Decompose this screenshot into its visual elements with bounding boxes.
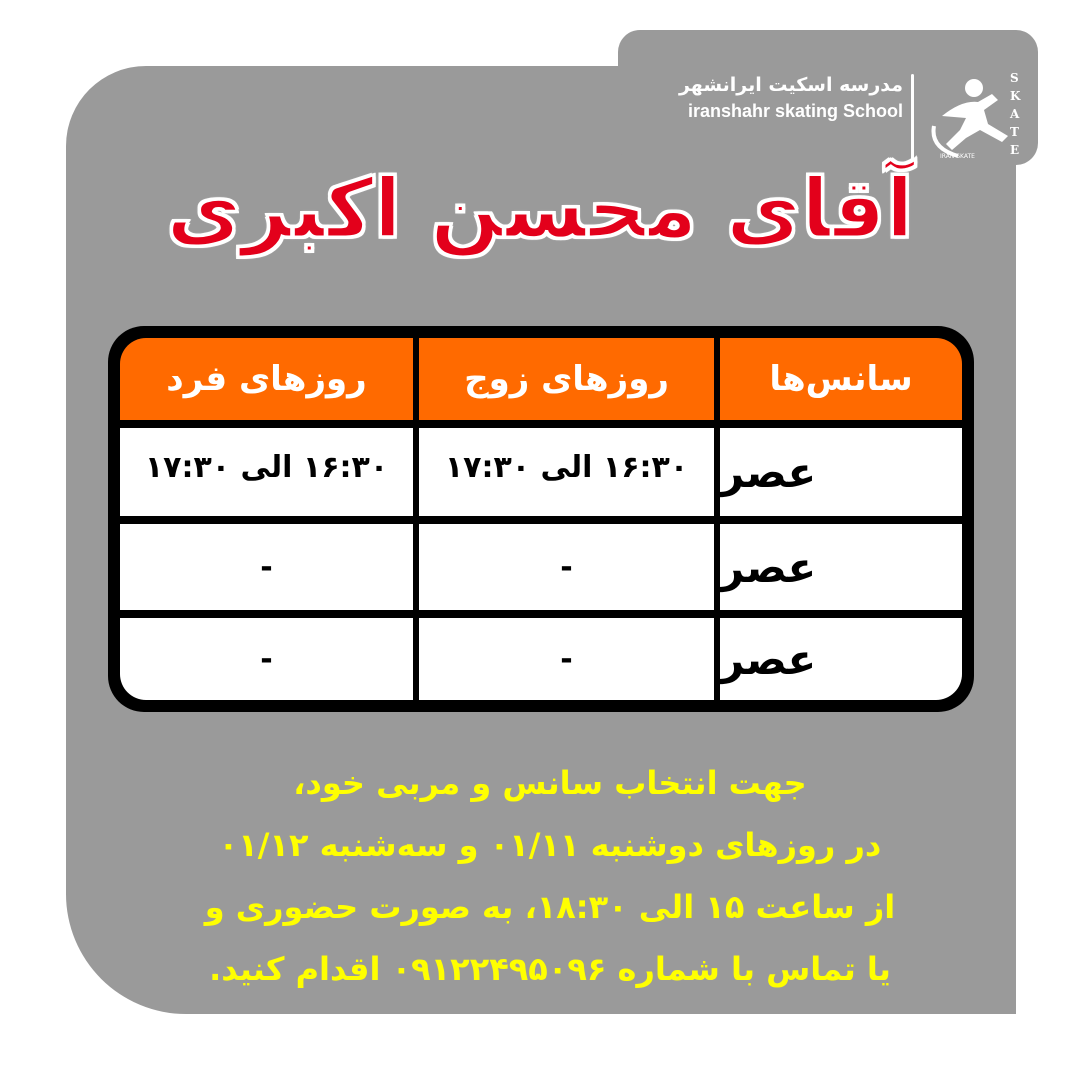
svg-text:E: E bbox=[1010, 143, 1020, 157]
row1-slot: عصر bbox=[720, 428, 962, 516]
logo-text bbox=[618, 72, 903, 124]
svg-text:K: K bbox=[1010, 89, 1021, 103]
row3-odd: - bbox=[120, 618, 413, 700]
header-even-days: روزهای زوج bbox=[419, 338, 714, 420]
row2-slot: عصر bbox=[720, 524, 962, 610]
logo-name-en: iranshahr skating School bbox=[687, 101, 903, 121]
row2-even: - bbox=[419, 524, 714, 610]
svg-text:T: T bbox=[1010, 125, 1019, 139]
row3-even: - bbox=[419, 618, 714, 700]
svg-text:IRAN SKATE: IRAN SKATE bbox=[940, 153, 975, 160]
footer-note bbox=[150, 752, 950, 1000]
row1-even: ۱۶:۳۰ الی ۱۷:۳۰ bbox=[419, 428, 714, 516]
logo-name-fa: مدرسه اسکیت ایرانشهر bbox=[678, 74, 903, 96]
footer-line-2: در روزهای دوشنبه ۰۱/۱۱ و سه‌شنبه ۰۱/۱۲ bbox=[218, 826, 882, 864]
header-sessions: سانس‌ها bbox=[720, 338, 962, 420]
row1-odd: ۱۶:۳۰ الی ۱۷:۳۰ bbox=[120, 428, 413, 516]
svg-text:S: S bbox=[1010, 71, 1019, 85]
row3-slot: عصر bbox=[720, 618, 962, 700]
footer-line-4: یا تماس با شماره ۰۹۱۲۲۴۹۵۰۹۶ اقدام کنید. bbox=[209, 950, 891, 988]
svg-text:A: A bbox=[1010, 107, 1020, 121]
row2-odd: - bbox=[120, 524, 413, 610]
header-odd-days: روزهای فرد bbox=[120, 338, 413, 420]
page-title: آقای محسن اکبری bbox=[166, 162, 914, 257]
schedule-table bbox=[108, 326, 974, 712]
footer-line-3: از ساعت ۱۵ الی ۱۸:۳۰، به صورت حضوری و bbox=[204, 888, 896, 926]
logo-tab bbox=[618, 30, 1038, 165]
footer-line-1: جهت انتخاب سانس و مربی خود، bbox=[293, 764, 807, 802]
